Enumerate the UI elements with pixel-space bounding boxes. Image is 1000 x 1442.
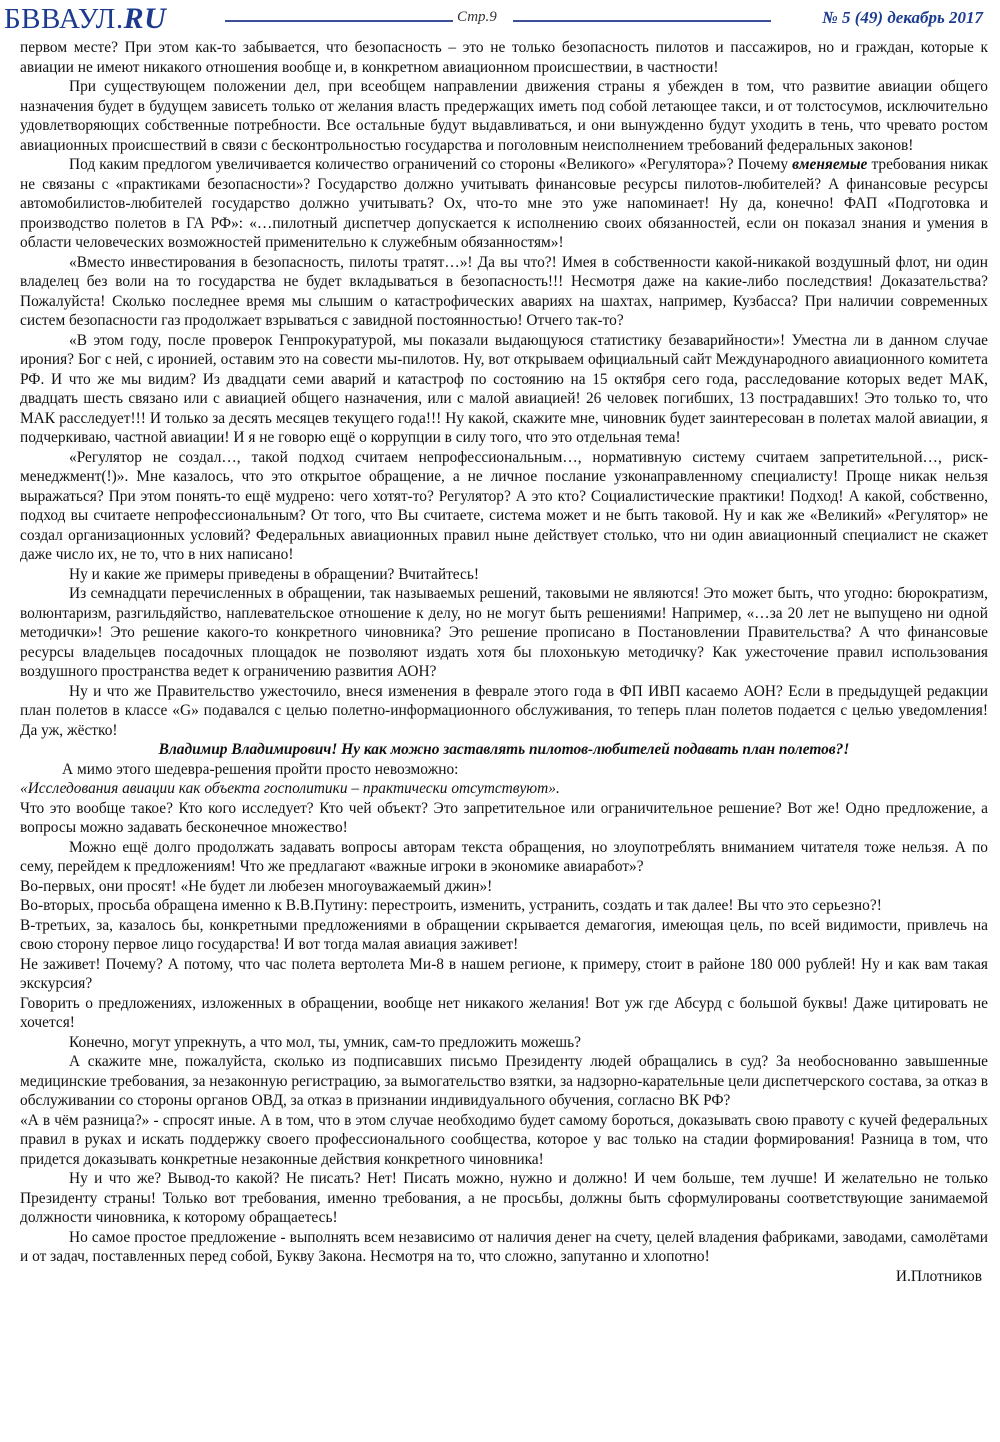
highlight-paragraph: Владимир Владимирович! Ну как можно заставлять пилотов-любителей подавать план полетов?!	[158, 741, 850, 758]
paragraph: Во-первых, они просят! «Не будет ли любезен многоуважаемый джин»!	[20, 877, 493, 895]
header-rule-right	[513, 20, 771, 22]
paragraph: «А в чём разница?» - спросят иные. А в том, что в этом случае необходимо будет самому бороться, доказывать свою правоту с кучей федеральных правил в руках и искать поддержку своего профессионального сообщества, которое у вас только на стадии формирования! Разница в том, что придется доказывать конкретные незаконные действия конкретного чиновника!	[20, 1111, 988, 1168]
paragraph: А мимо этого шедевра-решения пройти просто невозможно:	[62, 760, 459, 778]
logo-suffix: RU	[123, 2, 167, 35]
quote: «Исследования авиации как объекта госполитики – практически отсутствуют».	[20, 780, 560, 797]
paragraph: Но самое простое предложение - выполнять всем независимо от наличия денег на счету, целей владения фабриками, заводами, самолётами и от задач, поставленных перед собой, Букву Закона. Несмотря на то, что сложно, запутанно и хлопотно!	[20, 1228, 988, 1265]
paragraph: Конечно, могут упрекнуть, а что мол, ты, умник, сам-то предложить можешь?	[69, 1033, 581, 1051]
paragraph: «В этом году, после проверок Генпрокуратурой, мы показали выдающуюся статистику безаварийности»! Уместна ли в данном случае ирония? Бог с ней, с иронией, оставим это на совести мы-пилотов. Ну, вот открываем официальный сайт Международного авиационного комитета РФ. И что же мы видим? Из двадцати семи аварий и катастроф по состоянию на 15 октября сего года, расследование которых ведет МАК, двадцать шесть связано или с авиацией общего назначения, или с малой авиацией! 26 человек погибших, 13 пострадавших! Это только то, что МАК расследует!!! И только за десять месяцев текущего года!!! Ну какой, скажите мне, чиновник будет заинтересован в полетах малой авиации, я подчеркиваю, частной авиации! И я не говорю ещё о коррупции в силу того, что это отдельная тема!	[20, 331, 988, 446]
author-signature: И.Плотников	[895, 1267, 982, 1285]
page-header	[0, 0, 1000, 38]
paragraph: Во-вторых, просьба обращена именно к В.В.Путину: перестроить, изменить, устранить, создать и так далее! Вы что это серьезно?!	[20, 897, 882, 914]
paragraph	[20, 155, 988, 253]
logo-main: БВВАУЛ.	[4, 3, 124, 35]
paragraph: Из семнадцати перечисленных в обращении, так называемых решений, таковыми не являются! Это может быть, что угодно: бюрократизм, волюнтаризм, разгильдяйство, наплевательское отношение к делу, но не могут быть решениями! Например, «…за 20 лет не выпущено ни одной методички»! Это решение какого-то конкретного чиновника? Это решение прописано в Постановлении Правительства? А что финансовые ресурсы владельцев посадочных площадок не позволяют издать хотя бы плохонькую методичку? Как ужесточение правил использования воздушного пространства ведет к ограничению развития АОН?	[20, 585, 988, 680]
paragraph: первом месте? При этом как-то забывается, что безопасность – это не только безопасность пилотов и пассажиров, но и граждан, которые к авиации не имеют никакого отношения вообще и, в конкретном авиационном происшествии, в частности!	[20, 39, 988, 76]
paragraph: А скажите мне, пожалуйста, сколько из подписавших письмо Президенту людей обращались в суд? За необоснованно завышенные медицинские требования, за незаконную регистрацию, за вымогательство взятки, за надзорно-карательные цели диспетчерского состава, за отказ в обслуживании со стороны органов ОВД, за отказ в признании индивидуального обучения, согласно ВК РФ?	[20, 1053, 988, 1109]
paragraph: Ну и какие же примеры приведены в обращении? Вчитайтесь!	[69, 565, 479, 583]
paragraph: «Вместо инвестирования в безопасность, пилоты тратят…»! Да вы что?! Имея в собственности какой-никакой воздушный флот, ни один владелец без воли на то государства не будет вкладываться в безопасность!!! Несмотря даже на какие-либо последствия! Доказательства? Пожалуйста! Сколько последнее время мы слышим о катастрофических авариях на шахтах, например, Кузбасса? При наличии современных систем безопасности газ продолжает взрываться с завидной постоянностью! Отчего так-то?	[20, 253, 988, 329]
paragraph: Что это вообще такое? Кто кого исследует? Кто чей объект? Это запретительное или ограничительное решение? Вот же! Одно предложение, а вопросы можно задавать бесконечное множество!	[20, 799, 988, 836]
paragraph-text: Под каким предлогом увеличивается количество ограничений со стороны «Великого» «Регулятора»? Почему	[69, 156, 793, 173]
paragraph: Говорить о предложениях, изложенных в обращении, вообще нет никакого желания! Вот уж где Абсурд с большой буквы! Даже цитировать не хочется!	[20, 994, 988, 1031]
emphasis-text: вменяемые	[792, 156, 868, 173]
paragraph: В-третьих, за, казалось бы, конкретными предложениями в обращении скрывается демагогия, имеющая цель, по всей видимости, привлечь на свою сторону первое лицо государства! И вот тогда малая авиация заживет!	[20, 916, 988, 953]
paragraph-text: требования никак не связаны с «практиками безопасности»? Государство должно учитывать финансовые ресурсы пилотов-любителей? А финансовые ресурсы автомобилистов-любителей государство должно учитывать? Ох, что-то мне это уже напоминает! Ну да, конечно! ФАП «Подготовка и производство полетов в ГА РФ»: «…пилотный диспетчер допускается к исполнению своих обязанностей, если он показал знания и умения в области человеческих возможностей применительно к служебным обязанностям»!	[20, 156, 989, 251]
paragraph: Не заживет! Почему? А потому, что час полета вертолета Ми-8 в нашем регионе, к примеру, стоит в районе 180 000 рублей! Ну и как вам такая экскурсия?	[20, 955, 988, 992]
article-body	[20, 38, 988, 1286]
paragraph: Можно ещё долго продолжать задавать вопросы авторам текста обращения, но злоупотреблять вниманием читателя тоже нельзя. А по сему, перейдем к предложениям! Что же предлагают «важные игроки в экономике авиаработ»?	[20, 838, 988, 875]
paragraph: Ну и что же? Вывод-то какой? Не писать? Нет! Писать можно, нужно и должно! И чем больше, тем лучше! И желательно не только Президенту страны! Только вот требования, именно требования, а не просьбы, должны быть сформулированы соответствующие занимаемой должности чиновника, к которому обращаетесь!	[20, 1170, 988, 1226]
issue-info: № 5 (49) декабрь 2017	[822, 8, 983, 27]
paragraph: Ну и что же Правительство ужесточило, внеся изменения в феврале этого года в ФП ИВП касаемо АОН? Если в предыдущей редакции план полетов в классе «G» подавался с целью полетно-информационного обслуживания, то теперь план полетов подается с целью уведомления! Да уж, жёстко!	[20, 682, 988, 739]
paragraph: При существующем положении дел, при всеобщем направлении движения страны я убежден в том, что развитие авиации общего назначения будет в будущем зависеть только от желания власть предержащих иметь под собой летающее такси, и от толстосумов, исключительно удовлетворяющих собственные потребности. Все остальные будут выдавливаться, и они вынужденно будут уходить в тень, что чревато ростом авиационных происшествий в связи с бесконтрольностью государства и поголовным неисполнением требований федеральных законов!	[20, 78, 988, 154]
page-number: Стр.9	[457, 9, 497, 25]
site-logo	[4, 4, 166, 34]
paragraph: «Регулятор не создал…, такой подход считаем непрофессиональным…, нормативную систему считаем запретительной…, риск-менеджмент(!)». Мне казалось, что это открытое обращение, а не личное послание узконаправленному специалисту! Проще никак нельзя выражаться? При этом понять-то ещё мудрено: чего хотят-то? Регулятор? А это кто? Социалистические практики! Подход! А какой, собственно, подход вы считаете непрофессиональным? От того, что Вы считаете, система может и не быть таковой. Ну и как же «Великий» «Регулятор» не создал организационных условий? Федеральных авиационных правил ныне действует столько, что ни один авиационный специалист не скажет даже число их, не то, что в них написано!	[20, 448, 988, 563]
header-rule-left	[225, 20, 453, 22]
